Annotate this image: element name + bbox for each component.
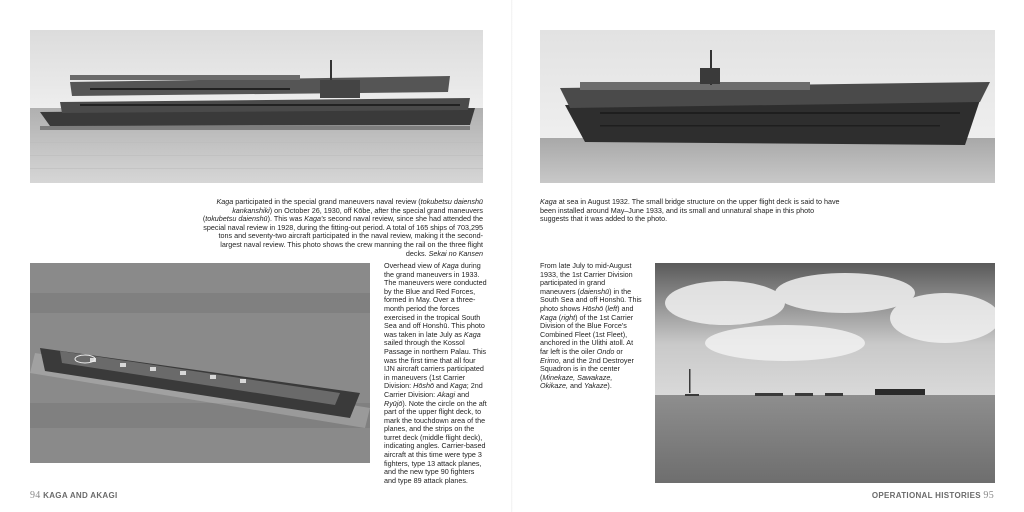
caption-credit: Sekai no Kansen (428, 248, 483, 258)
caption-kaga-overhead (384, 262, 488, 485)
photo-kaga-at-sea-image (540, 30, 995, 183)
caption-text: ) in the South Sea and off Honshū. This photo shows (540, 286, 642, 313)
photo-kaga-overhead (30, 263, 370, 463)
caption-text: ). This was (267, 214, 305, 224)
caption-text: Kaga (441, 261, 459, 270)
caption-text: Kaga (463, 329, 481, 339)
folio-right (872, 490, 994, 501)
photo-ulithi-anchorage-image (655, 263, 995, 483)
folio-left (30, 490, 118, 501)
caption-text: at sea in August 1932. The small bridge structure on the upper flight deck is said to have been installed around May–June 1933, and its small and unnatural shape in this photo suggests that it was added to the photo. (540, 197, 840, 224)
photo-kaga-overhead-image (30, 263, 370, 463)
caption-text: Yakaze (583, 381, 608, 391)
photo-kaga-naval-review (30, 30, 483, 183)
caption-text: Kaga (540, 312, 557, 322)
caption-kaga-at-sea (540, 198, 840, 224)
caption-text: Ondo (596, 346, 615, 356)
caption-text: Kaga (216, 197, 234, 206)
caption-text: ) of the 1st Carrier Division of the Blue Force's Combined Fleet (1st Fleet), anchored in the Ulithi atoll. At far left is the oiler (540, 312, 634, 356)
running-head-left: KAGA AND AKAGI (43, 491, 118, 500)
caption-text: Ryūjō (384, 398, 403, 408)
gutter-shadow (511, 0, 513, 512)
caption-text: Kaga's (304, 214, 326, 224)
caption-text: ) on October 26, 1930, off Kōbe, after the special grand maneuvers ( (202, 205, 483, 224)
page-number-right: 95 (983, 490, 994, 501)
caption-text: Akagi (437, 389, 456, 399)
running-head-right: OPERATIONAL HISTORIES (871, 491, 981, 500)
photo-kaga-naval-review-image (30, 30, 483, 183)
caption-text: daienshū (579, 286, 610, 296)
caption-text: ). (607, 381, 612, 391)
caption-kaga-naval-review (200, 198, 483, 258)
caption-text: ( (556, 312, 562, 322)
caption-text: Hōshō (413, 381, 434, 391)
caption-text: Minekaze, Sawakaze, Okikaze, (540, 372, 613, 391)
caption-text: and (567, 381, 584, 391)
caption-text: ) and (617, 303, 634, 313)
caption-text: and (455, 389, 470, 399)
caption-text: left (607, 303, 618, 313)
caption-text: , and the 2nd Destroyer Squadron is in the center ( (540, 355, 634, 382)
caption-text: ; 2nd Carrier Division: (384, 381, 483, 399)
caption-text: tokubetsu daienshū kankanshiki (232, 197, 483, 215)
caption-text: ). Note the circle on the aft part of the upper flight deck, to mark the touchdown area of the planes, and the strips on the turret deck (middle flight deck), indicating angles. Carrier-based aircraft at this time were type 3 fighters, type 13 attack planes, and the new type 90 fighters and type 89 attack planes. (384, 398, 487, 485)
photo-ulithi-anchorage (655, 263, 995, 483)
caption-text: Erimo (540, 355, 559, 365)
caption-text: Overhead view of (384, 261, 442, 270)
caption-text: Hōshō (582, 303, 604, 313)
photo-kaga-at-sea (540, 30, 995, 183)
caption-text: Kaga (540, 197, 557, 206)
caption-ulithi-anchorage (540, 262, 642, 391)
caption-text: ( (603, 303, 608, 313)
caption-text: and (433, 381, 450, 391)
caption-text: right (561, 312, 576, 322)
caption-text: second naval review, since she had attended the special naval review in 1928, during the fitting-out period. A total of 165 ships of 703,295 tons and seventy-two aircraft participated in the naval review, making it the second-largest naval review. This photo shows the crew manning the rail on the three flight decks. (203, 214, 483, 258)
caption-text: participated in the special grand maneuvers naval review ( (233, 197, 421, 206)
caption-text: during the grand maneuvers in 1933. The maneuvers were conducted by the Blue and Red Forces, formed in May. Over a three-month period the forces exercised in the tropical South Sea and off Honshū. This photo was taken in late July as (384, 261, 487, 339)
caption-text: sailed through the Kossol Passage in northern Palau. This was the first time that all four IJN aircraft carriers participated in maneuvers (1st Carrier Division: (384, 338, 487, 391)
caption-text: or (614, 346, 623, 356)
caption-text: Kaga (449, 381, 467, 391)
caption-text: From late July to mid-August 1933, the 1st Carrier Division participated in grand maneuvers ( (540, 261, 633, 296)
caption-text: tokubetsu daienshū (205, 214, 268, 224)
page-number-left: 94 (30, 490, 41, 501)
